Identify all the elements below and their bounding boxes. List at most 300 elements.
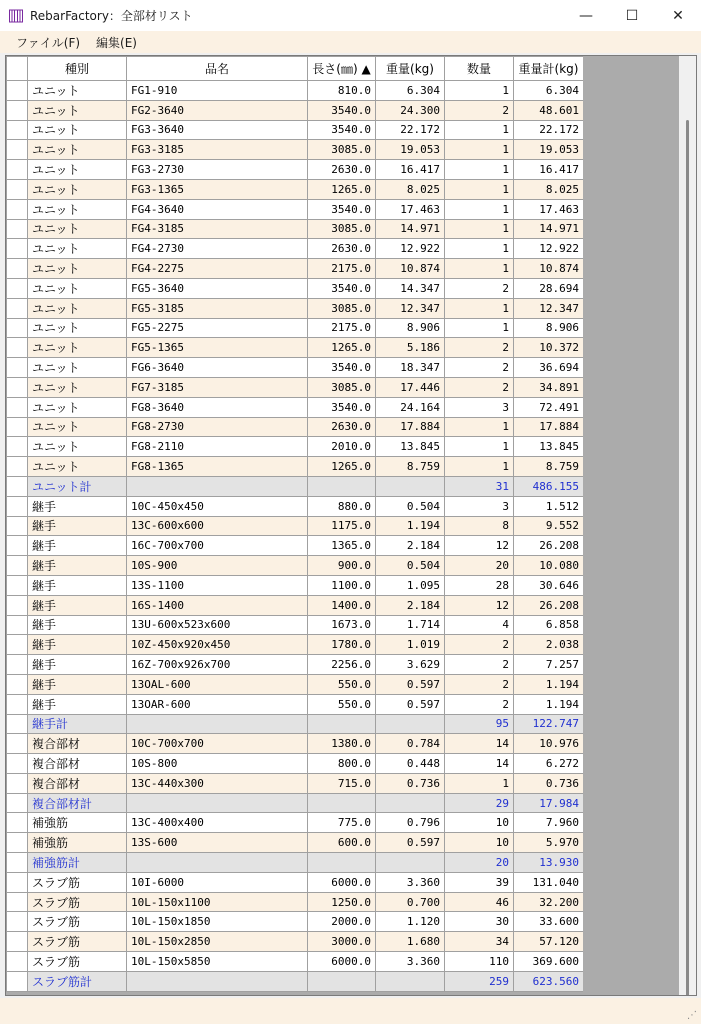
cell-length[interactable]: 3000.0 — [308, 932, 376, 952]
cell-length[interactable]: 900.0 — [308, 556, 376, 576]
cell-total-weight[interactable]: 131.040 — [514, 872, 584, 892]
table-row[interactable] — [7, 100, 584, 120]
cell-weight[interactable]: 2.184 — [376, 595, 445, 615]
cell-kind[interactable]: ユニット — [28, 338, 127, 358]
row-header[interactable] — [7, 575, 28, 595]
cell-length[interactable]: 1265.0 — [308, 457, 376, 477]
cell-kind[interactable]: スラブ筋 — [28, 892, 127, 912]
cell-length[interactable]: 6000.0 — [308, 952, 376, 972]
cell-length[interactable]: 1265.0 — [308, 179, 376, 199]
row-header[interactable] — [7, 179, 28, 199]
table-row[interactable] — [7, 179, 584, 199]
table-row[interactable] — [7, 160, 584, 180]
cell-qty[interactable]: 1 — [445, 81, 514, 101]
cell-weight[interactable]: 22.172 — [376, 120, 445, 140]
cell-length[interactable]: 1175.0 — [308, 516, 376, 536]
cell-name[interactable]: 13OAL-600 — [127, 674, 308, 694]
cell-kind[interactable]: スラブ筋 — [28, 912, 127, 932]
cell-length[interactable]: 800.0 — [308, 754, 376, 774]
cell-qty[interactable]: 12 — [445, 595, 514, 615]
cell-total-weight[interactable]: 57.120 — [514, 932, 584, 952]
cell-kind[interactable]: 継手 — [28, 575, 127, 595]
cell-total-weight[interactable]: 22.172 — [514, 120, 584, 140]
cell-name[interactable]: FG4-3640 — [127, 199, 308, 219]
cell-weight[interactable]: 0.448 — [376, 754, 445, 774]
table-row[interactable] — [7, 635, 584, 655]
table-row[interactable] — [7, 575, 584, 595]
row-header[interactable] — [7, 556, 28, 576]
cell-kind[interactable]: ユニット — [28, 417, 127, 437]
table-row[interactable] — [7, 496, 584, 516]
table-row[interactable] — [7, 278, 584, 298]
cell-qty[interactable]: 259 — [445, 971, 514, 991]
table-row[interactable] — [7, 556, 584, 576]
table-row[interactable] — [7, 417, 584, 437]
cell-total-weight[interactable]: 1.512 — [514, 496, 584, 516]
cell-length[interactable]: 3085.0 — [308, 219, 376, 239]
cell-qty[interactable]: 110 — [445, 952, 514, 972]
cell-kind[interactable]: 補強筋計 — [28, 853, 127, 873]
cell-qty[interactable]: 2 — [445, 278, 514, 298]
cell-weight[interactable]: 0.700 — [376, 892, 445, 912]
cell-qty[interactable]: 8 — [445, 516, 514, 536]
row-header[interactable] — [7, 694, 28, 714]
cell-total-weight[interactable]: 30.646 — [514, 575, 584, 595]
table-row[interactable] — [7, 655, 584, 675]
cell-kind[interactable]: ユニット — [28, 318, 127, 338]
row-header[interactable] — [7, 377, 28, 397]
cell-name[interactable]: 10C-450x450 — [127, 496, 308, 516]
cell-weight[interactable] — [376, 476, 445, 496]
column-header-name[interactable]: 品名 — [127, 57, 308, 81]
cell-kind[interactable]: ユニット — [28, 259, 127, 279]
cell-length[interactable]: 775.0 — [308, 813, 376, 833]
cell-length[interactable] — [308, 971, 376, 991]
table-row[interactable] — [7, 377, 584, 397]
cell-weight[interactable]: 12.922 — [376, 239, 445, 259]
table-row[interactable] — [7, 813, 584, 833]
row-header[interactable] — [7, 615, 28, 635]
cell-length[interactable]: 1265.0 — [308, 338, 376, 358]
row-header[interactable] — [7, 437, 28, 457]
cell-length[interactable]: 2630.0 — [308, 239, 376, 259]
cell-length[interactable]: 3540.0 — [308, 397, 376, 417]
cell-qty[interactable]: 1 — [445, 259, 514, 279]
table-row[interactable] — [7, 872, 584, 892]
cell-qty[interactable]: 12 — [445, 536, 514, 556]
cell-weight[interactable]: 0.504 — [376, 556, 445, 576]
cell-name[interactable]: 10S-800 — [127, 754, 308, 774]
table-row[interactable] — [7, 239, 584, 259]
cell-qty[interactable]: 10 — [445, 833, 514, 853]
cell-kind[interactable]: 継手 — [28, 496, 127, 516]
row-header[interactable] — [7, 100, 28, 120]
row-header[interactable] — [7, 120, 28, 140]
cell-length[interactable] — [308, 853, 376, 873]
cell-qty[interactable]: 1 — [445, 199, 514, 219]
row-header[interactable] — [7, 397, 28, 417]
menu-file[interactable]: ファイル(F) — [16, 35, 81, 50]
cell-total-weight[interactable]: 10.874 — [514, 259, 584, 279]
cell-qty[interactable]: 1 — [445, 120, 514, 140]
row-header[interactable] — [7, 872, 28, 892]
row-header[interactable] — [7, 932, 28, 952]
cell-qty[interactable]: 1 — [445, 417, 514, 437]
cell-weight[interactable] — [376, 971, 445, 991]
cell-name[interactable]: 13S-600 — [127, 833, 308, 853]
cell-total-weight[interactable]: 19.053 — [514, 140, 584, 160]
cell-kind[interactable]: 複合部材 — [28, 773, 127, 793]
cell-weight[interactable]: 8.759 — [376, 457, 445, 477]
cell-total-weight[interactable]: 12.347 — [514, 298, 584, 318]
cell-kind[interactable]: ユニット — [28, 140, 127, 160]
cell-weight[interactable] — [376, 793, 445, 813]
cell-name[interactable]: FG8-2730 — [127, 417, 308, 437]
row-header[interactable] — [7, 754, 28, 774]
column-header-length[interactable]: 長さ(㎜) ▲ — [308, 57, 376, 81]
column-header-weight[interactable]: 重量(kg) — [376, 57, 445, 81]
cell-qty[interactable]: 39 — [445, 872, 514, 892]
row-header[interactable] — [7, 318, 28, 338]
cell-total-weight[interactable]: 48.601 — [514, 100, 584, 120]
cell-length[interactable]: 550.0 — [308, 694, 376, 714]
cell-total-weight[interactable]: 17.463 — [514, 199, 584, 219]
cell-weight[interactable]: 17.463 — [376, 199, 445, 219]
cell-weight[interactable]: 13.845 — [376, 437, 445, 457]
cell-name[interactable] — [127, 853, 308, 873]
cell-name[interactable]: FG5-2275 — [127, 318, 308, 338]
cell-length[interactable]: 715.0 — [308, 773, 376, 793]
cell-kind[interactable]: 継手 — [28, 635, 127, 655]
cell-length[interactable]: 810.0 — [308, 81, 376, 101]
cell-weight[interactable]: 5.186 — [376, 338, 445, 358]
table-row[interactable] — [7, 437, 584, 457]
table-row[interactable] — [7, 694, 584, 714]
cell-length[interactable]: 1365.0 — [308, 536, 376, 556]
resize-grip-icon[interactable]: ⋰ — [687, 1010, 697, 1021]
row-header[interactable] — [7, 853, 28, 873]
cell-kind[interactable]: 継手 — [28, 694, 127, 714]
table-row[interactable] — [7, 338, 584, 358]
cell-weight[interactable] — [376, 853, 445, 873]
cell-name[interactable]: FG3-3185 — [127, 140, 308, 160]
cell-name[interactable]: 16Z-700x926x700 — [127, 655, 308, 675]
cell-kind[interactable]: ユニット — [28, 179, 127, 199]
cell-qty[interactable]: 95 — [445, 714, 514, 734]
cell-kind[interactable]: スラブ筋 — [28, 872, 127, 892]
cell-weight[interactable]: 1.019 — [376, 635, 445, 655]
cell-kind[interactable]: ユニット計 — [28, 476, 127, 496]
cell-weight[interactable]: 14.347 — [376, 278, 445, 298]
table-row[interactable] — [7, 892, 584, 912]
cell-total-weight[interactable]: 0.736 — [514, 773, 584, 793]
cell-total-weight[interactable]: 17.984 — [514, 793, 584, 813]
row-header[interactable] — [7, 833, 28, 853]
table-row[interactable] — [7, 259, 584, 279]
cell-length[interactable]: 550.0 — [308, 674, 376, 694]
cell-qty[interactable]: 28 — [445, 575, 514, 595]
cell-weight[interactable]: 0.796 — [376, 813, 445, 833]
cell-name[interactable]: 16S-1400 — [127, 595, 308, 615]
cell-kind[interactable]: スラブ筋計 — [28, 971, 127, 991]
row-header[interactable] — [7, 259, 28, 279]
cell-name[interactable]: 13U-600x523x600 — [127, 615, 308, 635]
cell-weight[interactable]: 1.680 — [376, 932, 445, 952]
cell-kind[interactable]: 継手 — [28, 595, 127, 615]
cell-name[interactable]: 16C-700x700 — [127, 536, 308, 556]
cell-length[interactable]: 3085.0 — [308, 140, 376, 160]
cell-qty[interactable]: 1 — [445, 437, 514, 457]
cell-name[interactable]: FG2-3640 — [127, 100, 308, 120]
cell-total-weight[interactable]: 2.038 — [514, 635, 584, 655]
column-header-kind[interactable]: 種別 — [28, 57, 127, 81]
cell-qty[interactable]: 34 — [445, 932, 514, 952]
cell-weight[interactable]: 17.446 — [376, 377, 445, 397]
cell-total-weight[interactable]: 34.891 — [514, 377, 584, 397]
cell-name[interactable]: 10I-6000 — [127, 872, 308, 892]
table-row[interactable] — [7, 734, 584, 754]
cell-total-weight[interactable]: 8.906 — [514, 318, 584, 338]
cell-weight[interactable]: 16.417 — [376, 160, 445, 180]
cell-kind[interactable]: 継手 — [28, 674, 127, 694]
subtotal-row[interactable] — [7, 971, 584, 991]
cell-kind[interactable]: 補強筋 — [28, 833, 127, 853]
cell-kind[interactable]: ユニット — [28, 219, 127, 239]
row-header[interactable] — [7, 338, 28, 358]
cell-length[interactable]: 3085.0 — [308, 377, 376, 397]
table-row[interactable] — [7, 674, 584, 694]
row-header[interactable] — [7, 160, 28, 180]
row-header[interactable] — [7, 912, 28, 932]
row-header-corner[interactable] — [7, 57, 28, 81]
row-header[interactable] — [7, 496, 28, 516]
cell-name[interactable]: FG4-2730 — [127, 239, 308, 259]
table-row[interactable] — [7, 536, 584, 556]
cell-kind[interactable]: ユニット — [28, 377, 127, 397]
row-header[interactable] — [7, 971, 28, 991]
cell-length[interactable]: 2256.0 — [308, 655, 376, 675]
cell-qty[interactable]: 14 — [445, 754, 514, 774]
cell-total-weight[interactable]: 1.194 — [514, 674, 584, 694]
cell-kind[interactable]: 継手 — [28, 655, 127, 675]
cell-name[interactable]: 10L-150x2850 — [127, 932, 308, 952]
maximize-button[interactable]: ☐ — [625, 7, 639, 24]
cell-name[interactable]: 13C-440x300 — [127, 773, 308, 793]
cell-total-weight[interactable]: 13.930 — [514, 853, 584, 873]
table-row[interactable] — [7, 932, 584, 952]
cell-weight[interactable]: 6.304 — [376, 81, 445, 101]
cell-kind[interactable]: ユニット — [28, 239, 127, 259]
vertical-scrollbar[interactable] — [679, 56, 696, 995]
cell-name[interactable]: 10S-900 — [127, 556, 308, 576]
table-row[interactable] — [7, 773, 584, 793]
minimize-button[interactable]: — — [579, 7, 593, 24]
cell-length[interactable]: 1250.0 — [308, 892, 376, 912]
cell-kind[interactable]: 継手 — [28, 516, 127, 536]
cell-qty[interactable]: 46 — [445, 892, 514, 912]
cell-weight[interactable]: 2.184 — [376, 536, 445, 556]
cell-qty[interactable]: 31 — [445, 476, 514, 496]
cell-length[interactable]: 2175.0 — [308, 318, 376, 338]
cell-name[interactable] — [127, 971, 308, 991]
cell-weight[interactable]: 0.597 — [376, 694, 445, 714]
row-header[interactable] — [7, 952, 28, 972]
cell-weight[interactable]: 17.884 — [376, 417, 445, 437]
close-button[interactable]: ✕ — [672, 7, 684, 24]
scroll-thumb[interactable] — [686, 120, 689, 996]
cell-name[interactable] — [127, 793, 308, 813]
cell-length[interactable]: 1400.0 — [308, 595, 376, 615]
subtotal-row[interactable] — [7, 714, 584, 734]
cell-total-weight[interactable]: 6.304 — [514, 81, 584, 101]
cell-kind[interactable]: ユニット — [28, 397, 127, 417]
cell-qty[interactable]: 4 — [445, 615, 514, 635]
subtotal-row[interactable] — [7, 476, 584, 496]
cell-name[interactable]: FG3-1365 — [127, 179, 308, 199]
column-header-qty[interactable]: 数量 — [445, 57, 514, 81]
cell-length[interactable] — [308, 793, 376, 813]
cell-qty[interactable]: 1 — [445, 219, 514, 239]
cell-name[interactable]: FG5-3640 — [127, 278, 308, 298]
cell-total-weight[interactable]: 33.600 — [514, 912, 584, 932]
row-header[interactable] — [7, 516, 28, 536]
cell-qty[interactable]: 2 — [445, 635, 514, 655]
cell-total-weight[interactable]: 72.491 — [514, 397, 584, 417]
cell-total-weight[interactable]: 5.970 — [514, 833, 584, 853]
row-header[interactable] — [7, 81, 28, 101]
cell-weight[interactable]: 1.095 — [376, 575, 445, 595]
cell-name[interactable]: FG1-910 — [127, 81, 308, 101]
cell-weight[interactable]: 3.360 — [376, 952, 445, 972]
row-header[interactable] — [7, 278, 28, 298]
row-header[interactable] — [7, 457, 28, 477]
cell-total-weight[interactable]: 1.194 — [514, 694, 584, 714]
cell-length[interactable]: 2630.0 — [308, 417, 376, 437]
cell-name[interactable]: 10L-150x1100 — [127, 892, 308, 912]
table-row[interactable] — [7, 516, 584, 536]
cell-weight[interactable]: 24.300 — [376, 100, 445, 120]
cell-total-weight[interactable]: 623.560 — [514, 971, 584, 991]
cell-name[interactable]: FG4-2275 — [127, 259, 308, 279]
cell-name[interactable] — [127, 476, 308, 496]
row-header[interactable] — [7, 358, 28, 378]
cell-length[interactable] — [308, 476, 376, 496]
cell-total-weight[interactable]: 9.552 — [514, 516, 584, 536]
table-row[interactable] — [7, 140, 584, 160]
cell-name[interactable]: FG8-3640 — [127, 397, 308, 417]
table-row[interactable] — [7, 912, 584, 932]
cell-name[interactable]: FG7-3185 — [127, 377, 308, 397]
cell-total-weight[interactable]: 26.208 — [514, 536, 584, 556]
cell-name[interactable]: FG5-3185 — [127, 298, 308, 318]
cell-kind[interactable]: ユニット — [28, 81, 127, 101]
cell-qty[interactable]: 2 — [445, 674, 514, 694]
table-row[interactable] — [7, 199, 584, 219]
cell-length[interactable]: 6000.0 — [308, 872, 376, 892]
row-header[interactable] — [7, 298, 28, 318]
subtotal-row[interactable] — [7, 853, 584, 873]
cell-total-weight[interactable]: 6.272 — [514, 754, 584, 774]
cell-qty[interactable]: 2 — [445, 338, 514, 358]
cell-kind[interactable]: ユニット — [28, 199, 127, 219]
table-row[interactable] — [7, 595, 584, 615]
cell-kind[interactable]: スラブ筋 — [28, 932, 127, 952]
cell-name[interactable]: 10L-150x5850 — [127, 952, 308, 972]
cell-name[interactable]: FG8-1365 — [127, 457, 308, 477]
table-row[interactable] — [7, 298, 584, 318]
table-row[interactable] — [7, 952, 584, 972]
cell-name[interactable]: FG4-3185 — [127, 219, 308, 239]
cell-kind[interactable]: ユニット — [28, 298, 127, 318]
cell-name[interactable] — [127, 714, 308, 734]
cell-qty[interactable]: 14 — [445, 734, 514, 754]
table-row[interactable] — [7, 833, 584, 853]
cell-name[interactable]: FG3-3640 — [127, 120, 308, 140]
cell-total-weight[interactable]: 14.971 — [514, 219, 584, 239]
cell-qty[interactable]: 3 — [445, 397, 514, 417]
cell-total-weight[interactable]: 122.747 — [514, 714, 584, 734]
cell-name[interactable]: FG8-2110 — [127, 437, 308, 457]
cell-qty[interactable]: 1 — [445, 457, 514, 477]
cell-weight[interactable]: 18.347 — [376, 358, 445, 378]
cell-kind[interactable]: 継手 — [28, 615, 127, 635]
cell-weight[interactable]: 0.597 — [376, 833, 445, 853]
cell-name[interactable]: 13OAR-600 — [127, 694, 308, 714]
cell-total-weight[interactable]: 32.200 — [514, 892, 584, 912]
cell-qty[interactable]: 20 — [445, 556, 514, 576]
cell-total-weight[interactable]: 10.372 — [514, 338, 584, 358]
row-header[interactable] — [7, 635, 28, 655]
cell-kind[interactable]: 継手計 — [28, 714, 127, 734]
cell-length[interactable]: 3540.0 — [308, 199, 376, 219]
table-row[interactable] — [7, 457, 584, 477]
cell-total-weight[interactable]: 16.417 — [514, 160, 584, 180]
cell-qty[interactable]: 2 — [445, 655, 514, 675]
cell-total-weight[interactable]: 17.884 — [514, 417, 584, 437]
cell-qty[interactable]: 2 — [445, 358, 514, 378]
cell-qty[interactable]: 20 — [445, 853, 514, 873]
row-header[interactable] — [7, 219, 28, 239]
cell-weight[interactable]: 0.736 — [376, 773, 445, 793]
cell-qty[interactable]: 1 — [445, 773, 514, 793]
table-row[interactable] — [7, 219, 584, 239]
cell-weight[interactable]: 0.597 — [376, 674, 445, 694]
cell-qty[interactable]: 3 — [445, 496, 514, 516]
cell-qty[interactable]: 2 — [445, 377, 514, 397]
row-header[interactable] — [7, 674, 28, 694]
cell-kind[interactable]: ユニット — [28, 278, 127, 298]
cell-kind[interactable]: ユニット — [28, 100, 127, 120]
table-row[interactable] — [7, 120, 584, 140]
cell-length[interactable]: 1673.0 — [308, 615, 376, 635]
cell-total-weight[interactable]: 8.759 — [514, 457, 584, 477]
cell-name[interactable]: FG6-3640 — [127, 358, 308, 378]
cell-length[interactable]: 3540.0 — [308, 100, 376, 120]
cell-length[interactable]: 2010.0 — [308, 437, 376, 457]
cell-name[interactable]: FG5-1365 — [127, 338, 308, 358]
cell-qty[interactable]: 10 — [445, 813, 514, 833]
cell-qty[interactable]: 1 — [445, 179, 514, 199]
cell-name[interactable]: 13C-400x400 — [127, 813, 308, 833]
cell-length[interactable]: 1380.0 — [308, 734, 376, 754]
cell-weight[interactable]: 8.906 — [376, 318, 445, 338]
cell-kind[interactable]: ユニット — [28, 358, 127, 378]
cell-length[interactable]: 3540.0 — [308, 120, 376, 140]
menu-edit[interactable]: 編集(E) — [96, 35, 137, 50]
cell-weight[interactable]: 10.874 — [376, 259, 445, 279]
cell-weight[interactable]: 3.629 — [376, 655, 445, 675]
row-header[interactable] — [7, 734, 28, 754]
